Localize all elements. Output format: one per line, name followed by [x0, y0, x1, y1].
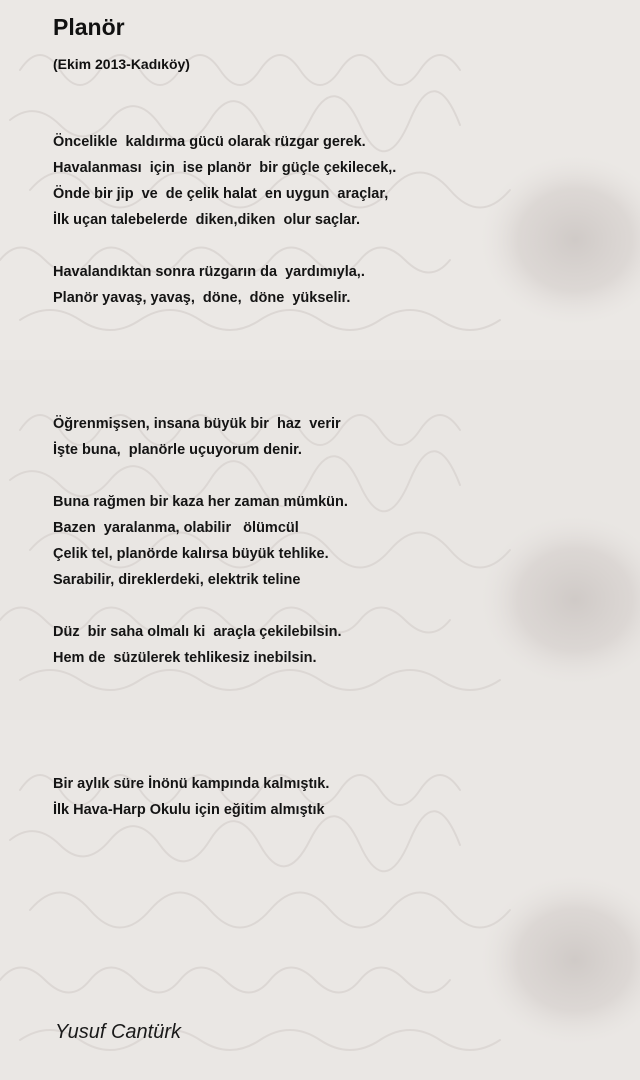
poem-line: Öğrenmişsen, insana büyük bir haz verir	[53, 416, 341, 432]
poem-line: Bazen yaralanma, olabilir ölümcül	[53, 520, 299, 536]
stanza-1	[53, 129, 396, 233]
poem-line: Havalanması için ise planör bir güçle çekilecek,.	[53, 160, 397, 176]
poem-line: İşte buna, planörle uçuyorum denir.	[53, 442, 302, 458]
stanza-6	[53, 771, 329, 823]
poem-line: Buna rağmen bir kaza her zaman mümkün.	[53, 494, 348, 510]
poem-title: Planör	[53, 14, 125, 40]
poem-line: Sarabilir, direklerdeki, elektrik teline	[53, 572, 301, 588]
poem-line: Düz bir saha olmalı ki araçla çekilebilsin.	[53, 624, 342, 640]
poem-line: Bir aylık süre İnönü kampında kalmıştık.	[53, 776, 330, 792]
poem-line: Planör yavaş, yavaş, döne, döne yükselir.	[53, 290, 351, 306]
poem-line: Önde bir jip ve de çelik halat en uygun araçlar,	[53, 186, 389, 202]
stanza-5	[53, 619, 342, 671]
stanza-2	[53, 259, 365, 311]
poem-line: Öncelikle kaldırma gücü olarak rüzgar gerek.	[53, 134, 366, 150]
poem-author: Yusuf Cantürk	[55, 1021, 181, 1043]
poem-line: İlk Hava-Harp Okulu için eğitim almıştık	[53, 802, 325, 818]
stanza-4	[53, 489, 348, 593]
stanza-3	[53, 411, 341, 463]
poem-line: Çelik tel, planörde kalırsa büyük tehlike.	[53, 546, 329, 562]
poem-line: İlk uçan talebelerde diken,diken olur saçlar.	[53, 212, 361, 228]
poem-line: Havalandıktan sonra rüzgarın da yardımıyla,.	[53, 264, 365, 280]
poem-date-location: (Ekim 2013-Kadıköy)	[53, 56, 190, 72]
poem-line: Hem de süzülerek tehlikesiz inebilsin.	[53, 650, 317, 666]
